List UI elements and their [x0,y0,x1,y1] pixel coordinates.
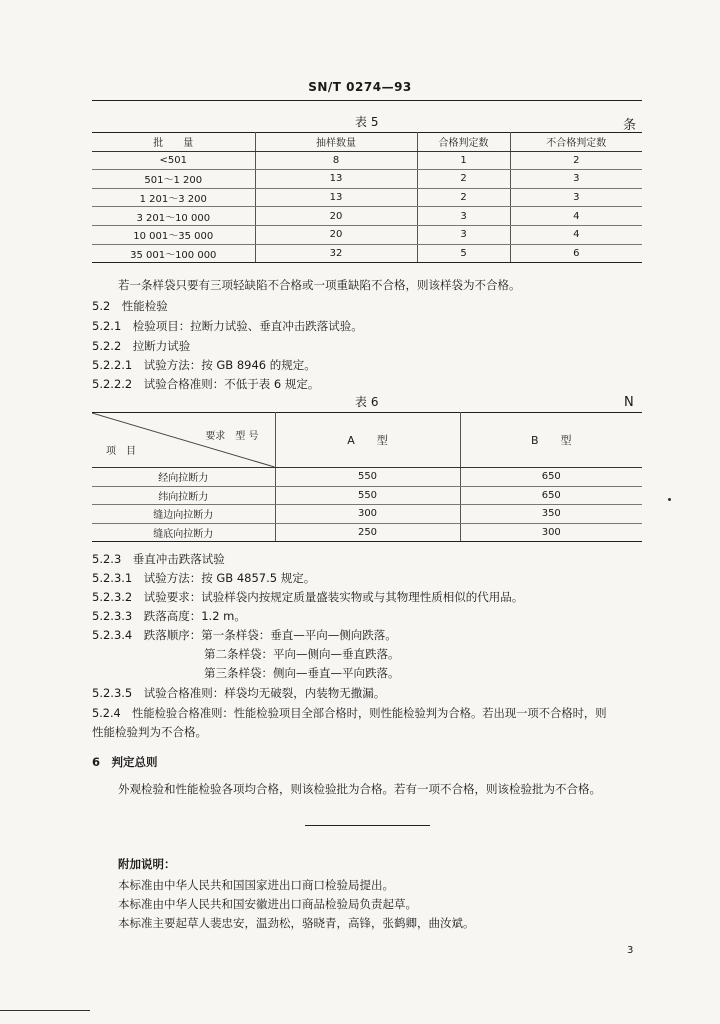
table5-col-reject: 不合格判定数 [510,133,642,152]
section-5-2-3-5: 5.2.3.5 试验合格准则：样袋均无破裂，内装物无撒漏。 [92,686,386,700]
table-cell: 501～1 200 [92,170,255,189]
section-5-2-3-3: 5.2.3.3 跌落高度：1.2 m。 [92,609,246,623]
section-5-2-3-2: 5.2.3.2 试验要求：试验样袋内按规定质量盛装实物或与其物理性质相似的代用品。 [92,590,524,604]
table-cell: 650 [460,468,642,487]
section-5-2-3-1: 5.2.3.1 试验方法：按 GB 4857.5 规定。 [92,571,316,585]
table-cell: 300 [275,505,460,524]
table6-col-b: B 型 [460,413,642,468]
table-row [92,468,642,487]
table-cell: 4 [510,225,642,244]
table-cell: 250 [275,523,460,542]
table-cell: 1 [417,151,510,170]
header-rule [92,100,642,101]
table-cell: 6 [510,244,642,263]
section-5-2-3-4: 5.2.3.4 跌落顺序：第一条样袋：垂直—平向—侧向跌落。 [92,628,397,642]
table6-diag-bottom-label: 项 目 [106,446,136,457]
table-row [92,523,642,542]
table6 [92,412,642,542]
section-6-text: 外观检验和性能检验各项均合格，则该检验批为合格。若有一项不合格，则该检验批为不合格。 [118,782,601,796]
table-cell: 缝边向拉断力 [92,505,275,524]
table-cell: 20 [255,225,417,244]
table-cell: 3 201～10 000 [92,207,255,226]
table-cell: 3 [417,207,510,226]
table-row [92,188,642,207]
table5-col-accept: 合格判定数 [417,133,510,152]
footer-rule [305,825,430,826]
section-5-2-1: 5.2.1 检验项目：拉断力试验、垂直冲击跌落试验。 [92,319,363,333]
table-cell: 4 [510,207,642,226]
table6-diagonal-header [92,413,275,468]
table-cell: 20 [255,207,417,226]
table-cell: 2 [417,170,510,189]
scan-artifact [0,1010,90,1011]
section-5-2-3-heading: 5.2.3 垂直冲击跌落试验 [92,552,225,566]
table-cell: 8 [255,151,417,170]
table-cell: 650 [460,486,642,505]
table5-unit: 条 [623,118,637,133]
table-cell: 纬向拉断力 [92,486,275,505]
section-5-2-2-heading: 5.2.2 拉断力试验 [92,339,191,353]
table5-note: 若一条样袋只要有三项轻缺陷不合格或一项重缺陷不合格，则该样袋为不合格。 [118,278,521,292]
table-row [92,486,642,505]
section-5-2-4: 5.2.4 性能检验合格准则：性能检验项目全部合格时，则性能检验判为合格。若出现一项不合格时，则 [92,707,607,720]
page-number: 3 [627,945,634,956]
table-cell: 550 [275,486,460,505]
table5-caption: 表 5 [355,115,379,129]
table-cell: 32 [255,244,417,263]
table5 [92,132,642,263]
table-cell: 5 [417,244,510,263]
table-cell: 经向拉断力 [92,468,275,487]
table5-col-sample: 抽样数量 [255,133,417,152]
table-cell: 35 001～100 000 [92,244,255,263]
table-cell: <501 [92,151,255,170]
section-5-2-4-cont: 性能检验判为不合格。 [92,725,207,739]
table-row [92,151,642,170]
table6-diag-top-label: 要求 型 号 [205,431,259,442]
table-row [92,207,642,226]
table-row [92,225,642,244]
table6-caption: 表 6 [355,395,379,409]
table-cell: 缝底向拉断力 [92,523,275,542]
table-cell: 3 [510,170,642,189]
table-cell: 13 [255,170,417,189]
table-cell: 550 [275,468,460,487]
table6-unit: N [624,395,634,410]
table-cell: 3 [417,225,510,244]
table-cell: 2 [417,188,510,207]
table5-header-row [92,133,642,152]
section-5-2-heading: 5.2 性能检验 [92,299,168,313]
table5-col-batch: 批 量 [92,133,255,152]
table-cell: 10 001～35 000 [92,225,255,244]
table-cell: 3 [510,188,642,207]
table-cell: 350 [460,505,642,524]
appendix-line-3: 本标准主要起草人裴忠安，温劲松，骆晓青，高锋，张鹤卿，曲汝斌。 [118,916,475,930]
table-cell: 13 [255,188,417,207]
section-6-heading: 6 判定总则 [92,755,158,769]
table-cell: 2 [510,151,642,170]
table-row [92,244,642,263]
table-row [92,505,642,524]
section-5-2-2-1: 5.2.2.1 试验方法：按 GB 8946 的规定。 [92,358,316,372]
table-cell: 300 [460,523,642,542]
appendix-line-1: 本标准由中华人民共和国国家进出口商口检验局提出。 [118,878,394,892]
table6-col-a: A 型 [275,413,460,468]
section-5-2-3-4-second: 第二条样袋：平向—侧向—垂直跌落。 [204,647,400,661]
standard-number-header: SN/T 0274—93 [308,80,412,94]
table-row [92,170,642,189]
appendix-line-2: 本标准由中华人民共和国安徽进出口商品检验局负责起草。 [118,897,417,911]
scan-artifact [668,498,671,501]
section-5-2-3-4-third: 第三条样袋：侧向—垂直—平向跌落。 [204,666,400,680]
appendix-title: 附加说明： [118,857,176,871]
table-cell: 1 201～3 200 [92,188,255,207]
table6-header-row [92,413,642,468]
section-5-2-2-2: 5.2.2.2 试验合格准则：不低于表 6 规定。 [92,377,320,391]
